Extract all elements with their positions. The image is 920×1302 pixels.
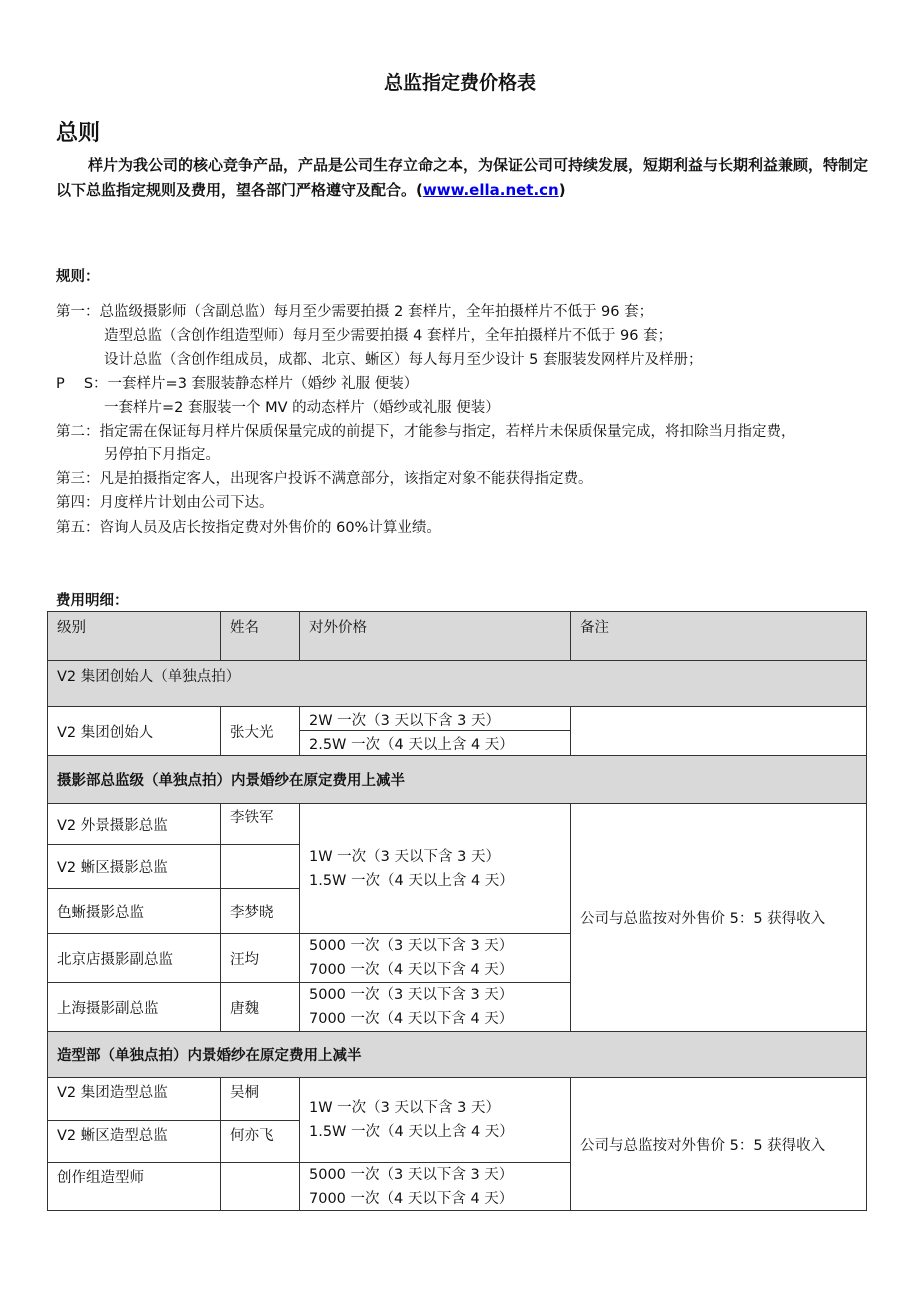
table-cell-level	[47, 706, 221, 756]
note-text: 公司与总监按对外售价 5：5 获得收入	[580, 911, 826, 927]
rule-line: 第一：总监级摄影师（含副总监）每月至少需要拍摄 2 套样片，全年拍摄样片不低于 96 套；	[56, 304, 654, 320]
table-cell-price: 2W 一次（3 天以下含 3 天）	[299, 706, 571, 731]
table-cell-level: 创作组造型师	[47, 1162, 221, 1211]
table-cell-price	[299, 933, 571, 983]
table-cell-note	[570, 1077, 867, 1211]
level-text: V2 外景摄影总监	[57, 817, 168, 834]
rule-line: 另停拍下月指定。	[104, 447, 220, 463]
rules-heading: 规则：	[56, 269, 100, 285]
table-cell-level: V2 蜥区造型总监	[47, 1120, 221, 1163]
table-cell-price	[299, 1162, 571, 1211]
table-cell-name	[220, 1162, 300, 1211]
price-line: 5000 一次（3 天以下含 3 天）	[309, 938, 514, 954]
level-text: 北京店摄影副总监	[57, 951, 173, 968]
level-text: 上海摄影副总监	[57, 1000, 159, 1017]
name-text: 唐魏	[230, 1000, 259, 1017]
general-text: 样片为我公司的核心竞争产品，产品是公司生存立命之本，为保证公司可持续发展，短期利益与长期利益兼顾，特制定以下总监指定规则及费用，望各部门严格遵守及配合。(	[56, 156, 869, 199]
table-cell-level	[47, 803, 221, 845]
price-line: 7000 一次（4 天以下含 4 天）	[309, 1190, 514, 1207]
level-text: V2 蜥区摄影总监	[57, 860, 168, 876]
document-title: 总监指定费价格表	[383, 72, 536, 94]
table-cell-price	[299, 982, 571, 1032]
price-line: 5000 一次（3 天以下含 3 天）	[309, 1166, 514, 1183]
price-line: 7000 一次（4 天以下含 4 天）	[309, 1011, 514, 1027]
section-text: 摄影部总监级（单独点拍）内景婚纱在原定费用上减半	[57, 773, 405, 789]
table-cell-name: 何亦飞	[220, 1120, 300, 1163]
rule-line: P S：一套样片=3 套服装静态样片（婚纱 礼服 便装）	[56, 376, 419, 392]
note-text: 公司与总监按对外售价 5：5 获得收入	[580, 1137, 826, 1154]
section-founder: V2 集团创始人（单独点拍）	[47, 660, 867, 707]
table-cell-name	[220, 706, 300, 756]
level-text: V2 集团创始人	[57, 724, 154, 741]
name-text: 张大光	[230, 724, 274, 741]
table-cell-level	[47, 982, 221, 1032]
level-text: 色蜥摄影总监	[57, 904, 144, 921]
table-cell-name: 吴桐	[220, 1077, 300, 1121]
rule-line: 造型总监（含创作组造型师）每月至少需要拍摄 4 套样片，全年拍摄样片不低于 96 套；	[104, 328, 673, 344]
table-cell-level: V2 集团造型总监	[47, 1077, 221, 1121]
table-cell-name	[220, 888, 300, 934]
price-line: 1W 一次（3 天以下含 3 天）	[309, 1100, 500, 1116]
name-text: 李梦晓	[230, 904, 274, 921]
name-text: 汪均	[230, 951, 259, 968]
rule-line: 第三：凡是拍摄指定客人，出现客户投诉不满意部分，该指定对象不能获得指定费。	[56, 471, 593, 487]
general-text-end: )	[558, 181, 566, 199]
general-heading: 总则	[56, 121, 101, 146]
section-text: 造型部（单独点拍）内景婚纱在原定费用上减半	[57, 1048, 362, 1064]
rule-line: 第四：月度样片计划由公司下达。	[56, 495, 274, 511]
table-cell-price	[299, 803, 571, 934]
section-photography	[47, 755, 867, 804]
table-cell-price	[299, 1077, 571, 1163]
price-line: 1.5W 一次（4 天以上含 4 天）	[309, 872, 514, 889]
rule-line: 第五：咨询人员及店长按指定费对外售价的 60%计算业绩。	[56, 520, 441, 536]
table-cell-note	[570, 706, 867, 756]
column-header-price: 对外价格	[299, 611, 571, 661]
general-paragraph	[56, 153, 868, 203]
column-header-name: 姓名	[220, 611, 300, 661]
rule-line: 一套样片=2 套服装一个 MV 的动态样片（婚纱或礼服 便装）	[104, 400, 500, 416]
table-cell-name	[220, 844, 300, 889]
table-cell-name	[220, 982, 300, 1032]
website-link[interactable]: www.ella.net.cn	[422, 181, 559, 199]
table-cell-note	[570, 803, 867, 1032]
table-cell-name	[220, 933, 300, 983]
fees-heading: 费用明细：	[56, 593, 129, 609]
rule-line: 第二：指定需在保证每月样片保质保量完成的前提下，才能参与指定，若样片未保质保量完成，将扣除当月指定费，	[56, 424, 796, 440]
table-cell-level	[47, 888, 221, 934]
table-cell-level	[47, 933, 221, 983]
price-line: 7000 一次（4 天以下含 4 天）	[309, 962, 514, 978]
price-line: 1W 一次（3 天以下含 3 天）	[309, 848, 500, 865]
table-cell-name: 李铁军	[220, 803, 300, 845]
table-cell-price: 2.5W 一次（4 天以上含 4 天）	[299, 730, 571, 756]
price-line: 5000 一次（3 天以下含 3 天）	[309, 987, 514, 1003]
rule-line: 设计总监（含创作组成员，成都、北京、蜥区）每人每月至少设计 5 套服装发网样片及样册；	[104, 352, 703, 368]
price-line: 1.5W 一次（4 天以上含 4 天）	[309, 1124, 514, 1140]
column-header-level: 级别	[47, 611, 221, 661]
table-cell-level	[47, 844, 221, 889]
column-header-note: 备注	[570, 611, 867, 661]
section-styling	[47, 1031, 867, 1078]
